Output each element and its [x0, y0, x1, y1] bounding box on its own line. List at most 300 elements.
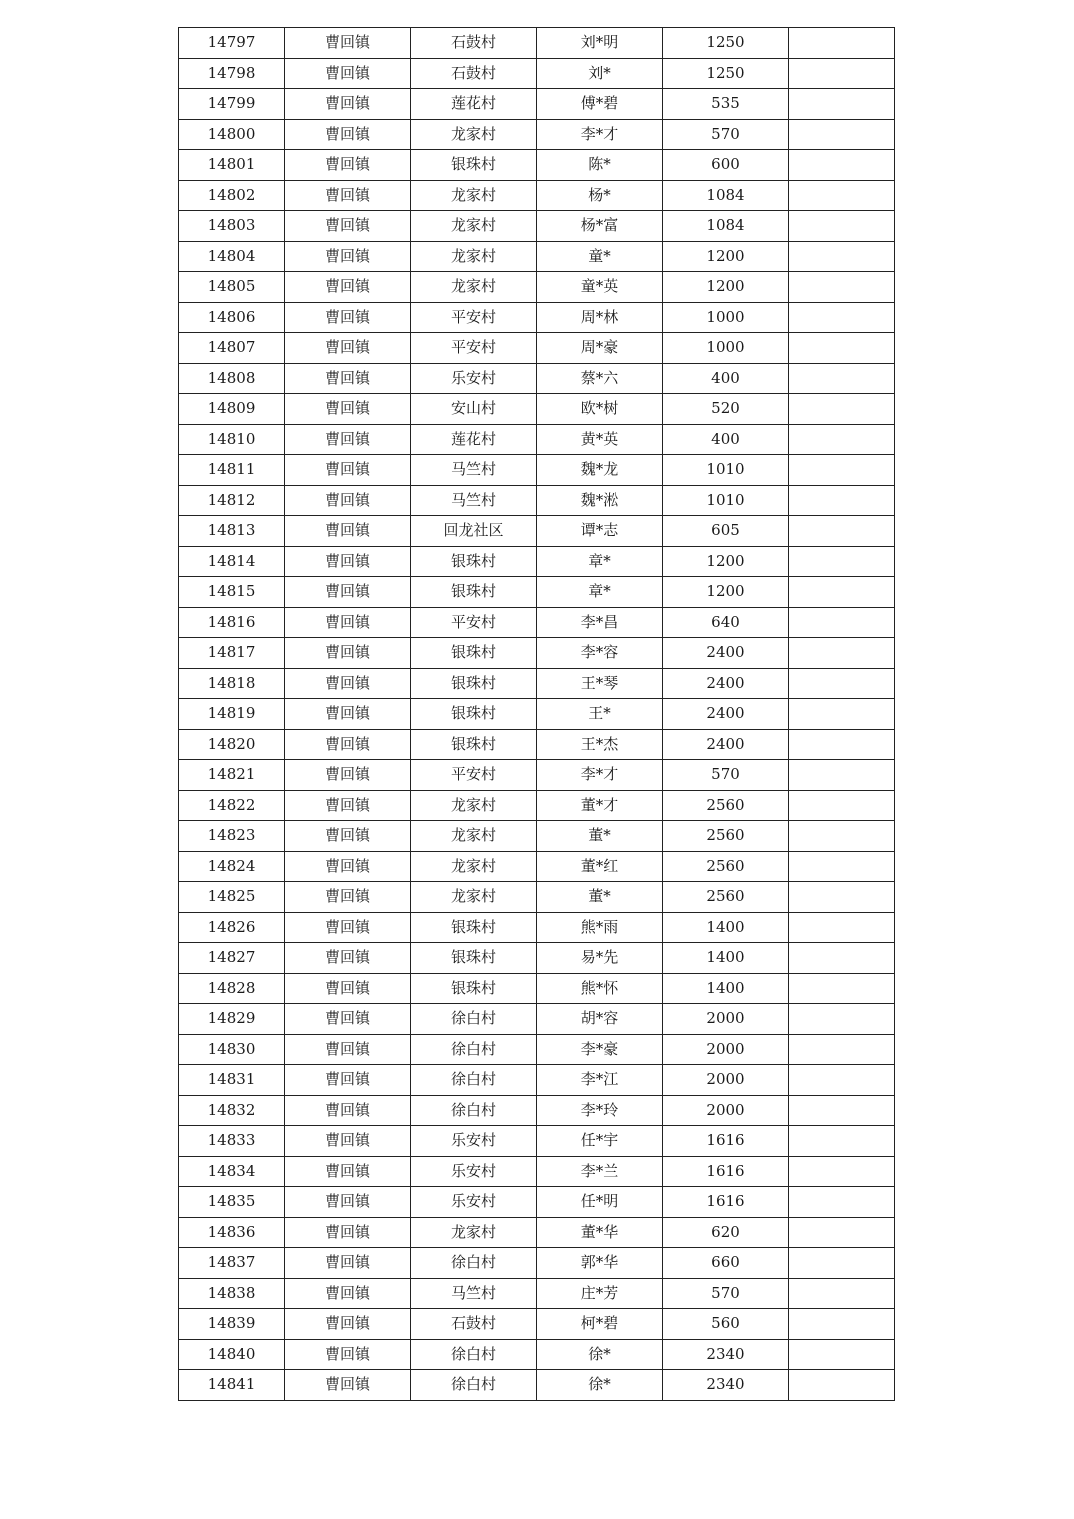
- cell-village: 马竺村: [411, 455, 537, 486]
- cell-id: 14816: [179, 607, 285, 638]
- table-row: [179, 1217, 895, 1248]
- cell-note: [789, 1309, 895, 1340]
- cell-name: 谭*志: [537, 516, 663, 547]
- cell-id: 14814: [179, 546, 285, 577]
- cell-name: 李*豪: [537, 1034, 663, 1065]
- table-row: [179, 821, 895, 852]
- cell-name: 熊*雨: [537, 912, 663, 943]
- cell-id: 14810: [179, 424, 285, 455]
- cell-village: 徐白村: [411, 1095, 537, 1126]
- cell-note: [789, 363, 895, 394]
- cell-id: 14827: [179, 943, 285, 974]
- cell-town: 曹回镇: [285, 394, 411, 425]
- cell-amount: 570: [663, 760, 789, 791]
- cell-id: 14828: [179, 973, 285, 1004]
- cell-amount: 2340: [663, 1370, 789, 1401]
- cell-amount: 1000: [663, 302, 789, 333]
- cell-id: 14826: [179, 912, 285, 943]
- cell-name: 李*才: [537, 760, 663, 791]
- cell-town: 曹回镇: [285, 882, 411, 913]
- cell-note: [789, 516, 895, 547]
- cell-village: 乐安村: [411, 1156, 537, 1187]
- cell-town: 曹回镇: [285, 89, 411, 120]
- cell-id: 14805: [179, 272, 285, 303]
- cell-id: 14806: [179, 302, 285, 333]
- cell-amount: 1010: [663, 455, 789, 486]
- cell-town: 曹回镇: [285, 760, 411, 791]
- cell-id: 14800: [179, 119, 285, 150]
- cell-note: [789, 1004, 895, 1035]
- cell-note: [789, 211, 895, 242]
- table-row: [179, 455, 895, 486]
- cell-id: 14821: [179, 760, 285, 791]
- cell-amount: 660: [663, 1248, 789, 1279]
- cell-town: 曹回镇: [285, 363, 411, 394]
- cell-id: 14837: [179, 1248, 285, 1279]
- table-row: [179, 638, 895, 669]
- cell-note: [789, 394, 895, 425]
- cell-town: 曹回镇: [285, 607, 411, 638]
- cell-name: 任*宇: [537, 1126, 663, 1157]
- cell-amount: 2340: [663, 1339, 789, 1370]
- cell-name: 杨*: [537, 180, 663, 211]
- cell-town: 曹回镇: [285, 546, 411, 577]
- cell-id: 14833: [179, 1126, 285, 1157]
- cell-name: 徐*: [537, 1339, 663, 1370]
- cell-town: 曹回镇: [285, 58, 411, 89]
- cell-village: 徐白村: [411, 1034, 537, 1065]
- cell-town: 曹回镇: [285, 516, 411, 547]
- cell-note: [789, 89, 895, 120]
- cell-village: 银珠村: [411, 150, 537, 181]
- cell-name: 董*: [537, 821, 663, 852]
- table-row: [179, 1065, 895, 1096]
- cell-town: 曹回镇: [285, 577, 411, 608]
- table-row: [179, 1248, 895, 1279]
- cell-name: 董*: [537, 882, 663, 913]
- table-row: [179, 912, 895, 943]
- cell-note: [789, 729, 895, 760]
- cell-note: [789, 333, 895, 364]
- cell-note: [789, 638, 895, 669]
- table-row: [179, 516, 895, 547]
- cell-id: 14835: [179, 1187, 285, 1218]
- table-row: [179, 668, 895, 699]
- cell-town: 曹回镇: [285, 150, 411, 181]
- cell-village: 徐白村: [411, 1370, 537, 1401]
- cell-note: [789, 424, 895, 455]
- cell-village: 乐安村: [411, 1126, 537, 1157]
- cell-id: 14836: [179, 1217, 285, 1248]
- cell-name: 王*: [537, 699, 663, 730]
- cell-town: 曹回镇: [285, 272, 411, 303]
- cell-amount: 535: [663, 89, 789, 120]
- cell-note: [789, 699, 895, 730]
- cell-amount: 600: [663, 150, 789, 181]
- cell-id: 14808: [179, 363, 285, 394]
- cell-village: 龙家村: [411, 272, 537, 303]
- cell-village: 银珠村: [411, 912, 537, 943]
- cell-amount: 400: [663, 363, 789, 394]
- cell-note: [789, 150, 895, 181]
- cell-village: 龙家村: [411, 211, 537, 242]
- cell-amount: 1200: [663, 546, 789, 577]
- cell-town: 曹回镇: [285, 180, 411, 211]
- cell-amount: 2000: [663, 1004, 789, 1035]
- table-row: [179, 485, 895, 516]
- cell-note: [789, 912, 895, 943]
- cell-name: 童*英: [537, 272, 663, 303]
- table-row: [179, 1187, 895, 1218]
- cell-name: 周*豪: [537, 333, 663, 364]
- cell-note: [789, 1187, 895, 1218]
- cell-note: [789, 1248, 895, 1279]
- cell-amount: 2400: [663, 699, 789, 730]
- cell-note: [789, 302, 895, 333]
- cell-village: 莲花村: [411, 89, 537, 120]
- cell-note: [789, 1217, 895, 1248]
- table-row: [179, 89, 895, 120]
- table-row: [179, 394, 895, 425]
- cell-town: 曹回镇: [285, 638, 411, 669]
- cell-id: 14823: [179, 821, 285, 852]
- cell-amount: 2560: [663, 851, 789, 882]
- cell-name: 李*才: [537, 119, 663, 150]
- cell-town: 曹回镇: [285, 28, 411, 59]
- cell-town: 曹回镇: [285, 1248, 411, 1279]
- cell-name: 董*华: [537, 1217, 663, 1248]
- cell-id: 14824: [179, 851, 285, 882]
- cell-id: 14825: [179, 882, 285, 913]
- cell-note: [789, 272, 895, 303]
- cell-village: 龙家村: [411, 821, 537, 852]
- table-row: [179, 973, 895, 1004]
- cell-note: [789, 1156, 895, 1187]
- cell-id: 14803: [179, 211, 285, 242]
- table-row: [179, 699, 895, 730]
- cell-name: 任*明: [537, 1187, 663, 1218]
- cell-amount: 2400: [663, 638, 789, 669]
- table-row: [179, 241, 895, 272]
- cell-id: 14820: [179, 729, 285, 760]
- table-row: [179, 28, 895, 59]
- cell-name: 董*红: [537, 851, 663, 882]
- cell-village: 龙家村: [411, 790, 537, 821]
- cell-town: 曹回镇: [285, 1156, 411, 1187]
- table-row: [179, 1309, 895, 1340]
- cell-name: 熊*怀: [537, 973, 663, 1004]
- table-row: [179, 150, 895, 181]
- cell-village: 银珠村: [411, 973, 537, 1004]
- cell-name: 黄*英: [537, 424, 663, 455]
- cell-id: 14817: [179, 638, 285, 669]
- cell-name: 刘*: [537, 58, 663, 89]
- cell-amount: 2560: [663, 882, 789, 913]
- cell-name: 庄*芳: [537, 1278, 663, 1309]
- cell-village: 银珠村: [411, 943, 537, 974]
- cell-village: 平安村: [411, 760, 537, 791]
- cell-amount: 2000: [663, 1065, 789, 1096]
- table-row: [179, 424, 895, 455]
- cell-village: 马竺村: [411, 1278, 537, 1309]
- cell-note: [789, 485, 895, 516]
- cell-amount: 2560: [663, 821, 789, 852]
- cell-note: [789, 1370, 895, 1401]
- cell-id: 14802: [179, 180, 285, 211]
- cell-town: 曹回镇: [285, 821, 411, 852]
- cell-amount: 605: [663, 516, 789, 547]
- cell-amount: 1616: [663, 1156, 789, 1187]
- cell-id: 14839: [179, 1309, 285, 1340]
- cell-name: 蔡*六: [537, 363, 663, 394]
- table-row: [179, 882, 895, 913]
- cell-name: 李*容: [537, 638, 663, 669]
- cell-village: 乐安村: [411, 363, 537, 394]
- cell-note: [789, 882, 895, 913]
- cell-village: 石鼓村: [411, 1309, 537, 1340]
- cell-name: 杨*富: [537, 211, 663, 242]
- cell-name: 王*杰: [537, 729, 663, 760]
- table-row: [179, 1034, 895, 1065]
- cell-amount: 400: [663, 424, 789, 455]
- cell-village: 石鼓村: [411, 28, 537, 59]
- cell-amount: 2400: [663, 668, 789, 699]
- cell-name: 李*江: [537, 1065, 663, 1096]
- cell-amount: 1400: [663, 943, 789, 974]
- cell-name: 章*: [537, 577, 663, 608]
- cell-town: 曹回镇: [285, 699, 411, 730]
- cell-id: 14841: [179, 1370, 285, 1401]
- cell-id: 14822: [179, 790, 285, 821]
- cell-town: 曹回镇: [285, 1065, 411, 1096]
- cell-id: 14811: [179, 455, 285, 486]
- cell-village: 平安村: [411, 607, 537, 638]
- cell-amount: 1250: [663, 28, 789, 59]
- cell-village: 龙家村: [411, 882, 537, 913]
- table-row: [179, 272, 895, 303]
- table-row: [179, 119, 895, 150]
- cell-amount: 1084: [663, 180, 789, 211]
- cell-amount: 1400: [663, 973, 789, 1004]
- cell-village: 回龙社区: [411, 516, 537, 547]
- table-row: [179, 729, 895, 760]
- cell-village: 安山村: [411, 394, 537, 425]
- cell-amount: 520: [663, 394, 789, 425]
- cell-id: 14819: [179, 699, 285, 730]
- cell-village: 龙家村: [411, 119, 537, 150]
- cell-town: 曹回镇: [285, 424, 411, 455]
- cell-name: 周*林: [537, 302, 663, 333]
- cell-name: 李*兰: [537, 1156, 663, 1187]
- cell-name: 魏*淞: [537, 485, 663, 516]
- cell-id: 14838: [179, 1278, 285, 1309]
- cell-note: [789, 1278, 895, 1309]
- cell-name: 胡*容: [537, 1004, 663, 1035]
- cell-id: 14813: [179, 516, 285, 547]
- cell-id: 14832: [179, 1095, 285, 1126]
- cell-name: 王*琴: [537, 668, 663, 699]
- table-row: [179, 1004, 895, 1035]
- cell-amount: 570: [663, 1278, 789, 1309]
- cell-note: [789, 58, 895, 89]
- cell-amount: 1400: [663, 912, 789, 943]
- cell-town: 曹回镇: [285, 1370, 411, 1401]
- table-row: [179, 1339, 895, 1370]
- cell-name: 易*先: [537, 943, 663, 974]
- cell-town: 曹回镇: [285, 912, 411, 943]
- cell-name: 傅*碧: [537, 89, 663, 120]
- table-row: [179, 58, 895, 89]
- cell-note: [789, 973, 895, 1004]
- table-row: [179, 1095, 895, 1126]
- cell-town: 曹回镇: [285, 790, 411, 821]
- cell-town: 曹回镇: [285, 851, 411, 882]
- cell-town: 曹回镇: [285, 1095, 411, 1126]
- table-row: [179, 943, 895, 974]
- cell-town: 曹回镇: [285, 729, 411, 760]
- cell-id: 14807: [179, 333, 285, 364]
- cell-town: 曹回镇: [285, 1339, 411, 1370]
- cell-note: [789, 668, 895, 699]
- cell-town: 曹回镇: [285, 485, 411, 516]
- cell-note: [789, 455, 895, 486]
- cell-village: 龙家村: [411, 851, 537, 882]
- cell-village: 平安村: [411, 302, 537, 333]
- cell-amount: 620: [663, 1217, 789, 1248]
- cell-note: [789, 241, 895, 272]
- cell-village: 徐白村: [411, 1248, 537, 1279]
- cell-amount: 1084: [663, 211, 789, 242]
- cell-amount: 1616: [663, 1187, 789, 1218]
- cell-town: 曹回镇: [285, 119, 411, 150]
- cell-amount: 1000: [663, 333, 789, 364]
- cell-amount: 1616: [663, 1126, 789, 1157]
- cell-amount: 2000: [663, 1034, 789, 1065]
- cell-id: 14801: [179, 150, 285, 181]
- cell-town: 曹回镇: [285, 1034, 411, 1065]
- subsidy-table: [178, 27, 895, 1401]
- cell-note: [789, 1095, 895, 1126]
- cell-id: 14799: [179, 89, 285, 120]
- cell-note: [789, 821, 895, 852]
- cell-amount: 1250: [663, 58, 789, 89]
- cell-town: 曹回镇: [285, 333, 411, 364]
- cell-amount: 1200: [663, 272, 789, 303]
- cell-name: 章*: [537, 546, 663, 577]
- cell-id: 14834: [179, 1156, 285, 1187]
- cell-village: 银珠村: [411, 546, 537, 577]
- cell-village: 龙家村: [411, 180, 537, 211]
- cell-village: 徐白村: [411, 1339, 537, 1370]
- cell-town: 曹回镇: [285, 668, 411, 699]
- cell-name: 童*: [537, 241, 663, 272]
- cell-village: 石鼓村: [411, 58, 537, 89]
- cell-id: 14840: [179, 1339, 285, 1370]
- cell-town: 曹回镇: [285, 1004, 411, 1035]
- cell-name: 徐*: [537, 1370, 663, 1401]
- table-row: [179, 333, 895, 364]
- cell-amount: 1010: [663, 485, 789, 516]
- cell-town: 曹回镇: [285, 241, 411, 272]
- cell-id: 14815: [179, 577, 285, 608]
- cell-village: 乐安村: [411, 1187, 537, 1218]
- cell-village: 马竺村: [411, 485, 537, 516]
- cell-note: [789, 119, 895, 150]
- cell-note: [789, 1065, 895, 1096]
- cell-name: 欧*树: [537, 394, 663, 425]
- table-row: [179, 546, 895, 577]
- cell-amount: 570: [663, 119, 789, 150]
- cell-town: 曹回镇: [285, 943, 411, 974]
- cell-name: 李*玲: [537, 1095, 663, 1126]
- cell-name: 董*才: [537, 790, 663, 821]
- cell-id: 14809: [179, 394, 285, 425]
- table-row: [179, 607, 895, 638]
- table-row: [179, 1156, 895, 1187]
- table-row: [179, 760, 895, 791]
- cell-note: [789, 577, 895, 608]
- cell-note: [789, 943, 895, 974]
- cell-town: 曹回镇: [285, 211, 411, 242]
- table-row: [179, 1370, 895, 1401]
- cell-village: 龙家村: [411, 1217, 537, 1248]
- cell-note: [789, 607, 895, 638]
- cell-village: 徐白村: [411, 1065, 537, 1096]
- cell-town: 曹回镇: [285, 1217, 411, 1248]
- cell-village: 徐白村: [411, 1004, 537, 1035]
- cell-name: 郭*华: [537, 1248, 663, 1279]
- cell-name: 刘*明: [537, 28, 663, 59]
- cell-amount: 640: [663, 607, 789, 638]
- cell-note: [789, 790, 895, 821]
- table-row: [179, 1278, 895, 1309]
- cell-town: 曹回镇: [285, 302, 411, 333]
- cell-id: 14797: [179, 28, 285, 59]
- cell-village: 银珠村: [411, 668, 537, 699]
- cell-town: 曹回镇: [285, 1187, 411, 1218]
- cell-id: 14818: [179, 668, 285, 699]
- cell-village: 银珠村: [411, 729, 537, 760]
- table-row: [179, 577, 895, 608]
- cell-name: 魏*龙: [537, 455, 663, 486]
- cell-note: [789, 28, 895, 59]
- cell-village: 银珠村: [411, 577, 537, 608]
- table-body: [179, 28, 895, 1401]
- cell-id: 14829: [179, 1004, 285, 1035]
- cell-id: 14831: [179, 1065, 285, 1096]
- cell-village: 莲花村: [411, 424, 537, 455]
- cell-name: 柯*碧: [537, 1309, 663, 1340]
- cell-name: 陈*: [537, 150, 663, 181]
- cell-amount: 560: [663, 1309, 789, 1340]
- cell-amount: 2000: [663, 1095, 789, 1126]
- cell-note: [789, 851, 895, 882]
- table-row: [179, 1126, 895, 1157]
- cell-name: 李*昌: [537, 607, 663, 638]
- cell-amount: 1200: [663, 241, 789, 272]
- table-row: [179, 790, 895, 821]
- cell-id: 14830: [179, 1034, 285, 1065]
- cell-village: 银珠村: [411, 699, 537, 730]
- cell-note: [789, 1126, 895, 1157]
- cell-town: 曹回镇: [285, 973, 411, 1004]
- cell-note: [789, 1339, 895, 1370]
- cell-id: 14804: [179, 241, 285, 272]
- cell-amount: 2400: [663, 729, 789, 760]
- cell-note: [789, 1034, 895, 1065]
- cell-village: 银珠村: [411, 638, 537, 669]
- cell-town: 曹回镇: [285, 455, 411, 486]
